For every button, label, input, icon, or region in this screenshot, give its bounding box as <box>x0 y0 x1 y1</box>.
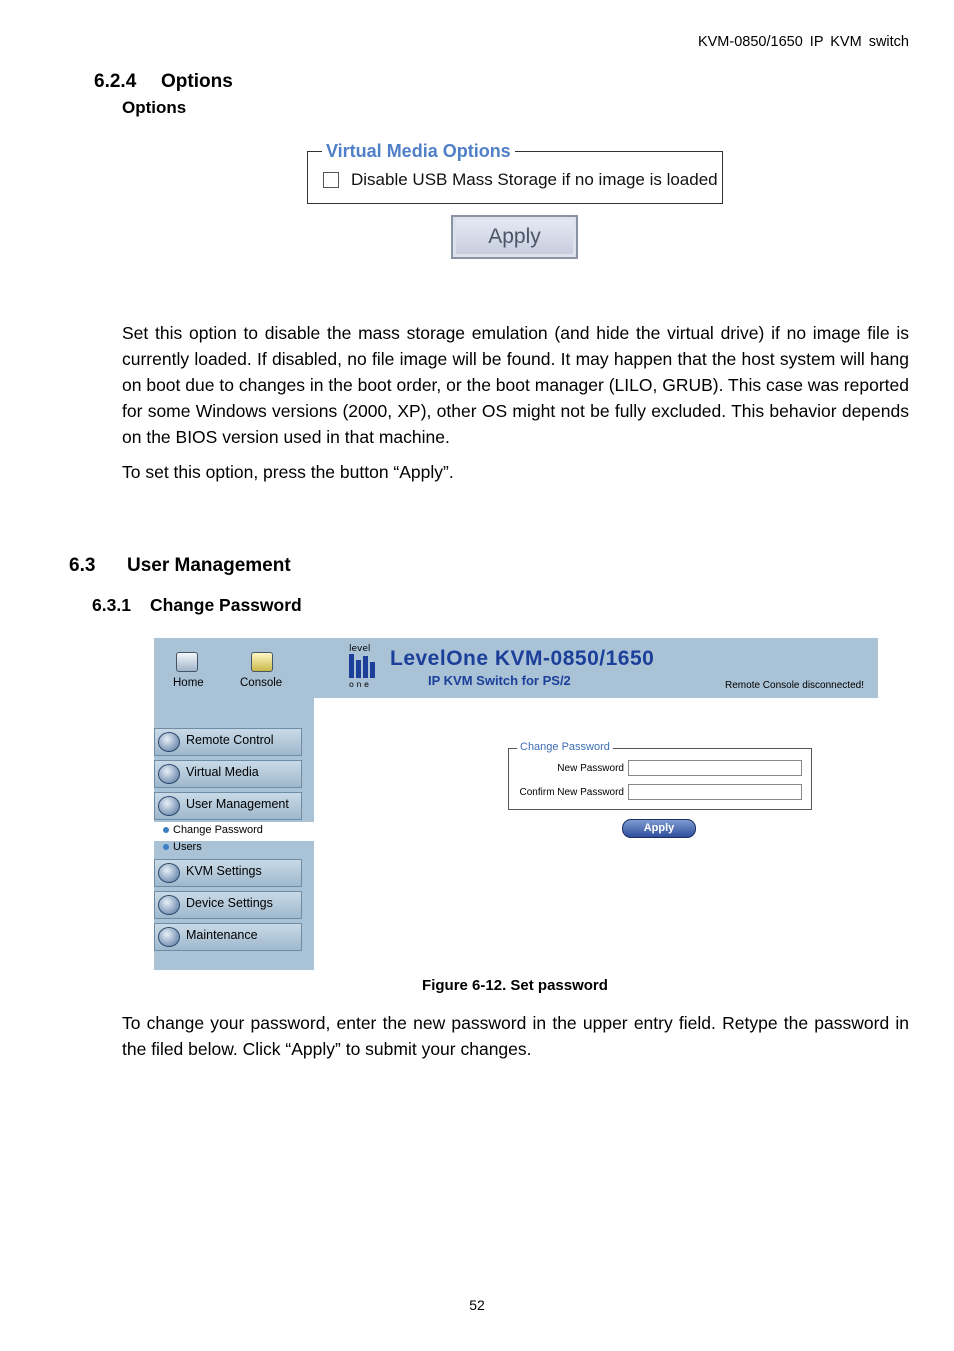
subnav-change-password[interactable] <box>163 824 263 836</box>
section-number: 6.2.4 <box>94 71 137 92</box>
bullet-icon <box>163 844 169 850</box>
page-number: 52 <box>469 1297 485 1313</box>
nav-user-management[interactable] <box>154 792 302 820</box>
section-number: 6.3 <box>69 555 96 576</box>
apply-instruction: To set this option, press the button “Apply”. <box>122 462 454 482</box>
svg-text:level: level <box>349 644 371 654</box>
disable-usb-label[interactable]: Disable USB Mass Storage if no image is loaded <box>351 170 718 189</box>
remote-control-icon <box>158 732 180 752</box>
change-password-legend: Change Password <box>517 741 613 753</box>
section-6-3-heading <box>69 555 291 577</box>
options-description: Set this option to disable the mass storage emulation (and hide the virtual drive) if no image file is currently loaded. If disabled, no file image will be found. It may happen that the host system will hang on boot due to changes in the boot order, or the boot manager (LILO, GRUB). This case was reported for some Windows versions (2000, XP), other OS might not be fully excluded. This behavior depends on the BIOS version used in that machine. <box>122 323 909 447</box>
section-6-3-1-heading <box>92 595 302 616</box>
section-number: 6.3.1 <box>92 595 131 615</box>
brand-title: LevelOne KVM-0850/1650 <box>390 647 655 670</box>
users-icon <box>158 796 180 816</box>
nav-virtual-media[interactable] <box>154 760 302 788</box>
level-one-logo <box>348 642 382 688</box>
nav-label: User Management <box>186 797 289 811</box>
kvm-settings-icon <box>158 863 180 883</box>
options-subtitle: Options <box>122 98 187 117</box>
virtual-media-icon <box>158 764 180 784</box>
change-password-fieldset <box>508 748 812 810</box>
brand-subtitle: IP KVM Switch for PS/2 <box>428 673 571 688</box>
console-icon <box>251 652 273 672</box>
nav-label: Device Settings <box>186 896 273 910</box>
nav-label: KVM Settings <box>186 864 262 878</box>
console-nav[interactable] <box>240 652 283 689</box>
nav-device-settings[interactable] <box>154 891 302 919</box>
panel-curve <box>314 698 394 778</box>
home-nav[interactable] <box>173 652 204 689</box>
apply-button[interactable]: Apply <box>451 215 578 259</box>
svg-text:o n e: o n e <box>349 680 369 688</box>
maintenance-icon <box>158 927 180 947</box>
bullet-icon <box>163 827 169 833</box>
nav-kvm-settings[interactable] <box>154 859 302 887</box>
console-status: Remote Console disconnected! <box>725 680 864 691</box>
change-password-screenshot <box>154 638 878 970</box>
subnav-label: Change Password <box>173 824 263 836</box>
nav-remote-control[interactable] <box>154 728 302 756</box>
figure-caption: Figure 6-12. Set password <box>422 977 608 994</box>
nav-label: Maintenance <box>186 928 258 942</box>
nav-label: Remote Control <box>186 733 274 747</box>
nav-label: Virtual Media <box>186 765 259 779</box>
confirm-password-field[interactable] <box>628 784 802 800</box>
running-header: KVM-0850/1650 IP KVM switch <box>697 34 909 50</box>
apply-password-button[interactable]: Apply <box>622 819 696 838</box>
subnav-label: Users <box>173 841 202 853</box>
home-label: Home <box>173 677 204 689</box>
new-password-label: New Password <box>557 763 624 774</box>
section-title: Options <box>161 71 233 92</box>
home-icon <box>176 652 198 672</box>
nav-maintenance[interactable] <box>154 923 302 951</box>
change-password-instruction: To change your password, enter the new password in the upper entry field. Retype the password in the filed below. Click “Apply” to submit your changes. <box>122 1013 909 1059</box>
virtual-media-options-legend: Virtual Media Options <box>322 141 515 162</box>
console-label: Console <box>240 677 283 689</box>
disable-usb-checkbox[interactable] <box>323 172 339 188</box>
confirm-password-label: Confirm New Password <box>519 787 624 798</box>
section-title: Change Password <box>150 595 302 615</box>
section-title: User Management <box>127 555 291 576</box>
subnav-users[interactable] <box>163 841 202 853</box>
gear-icon <box>158 895 180 915</box>
new-password-field[interactable] <box>628 760 802 776</box>
section-6-2-4-heading <box>94 71 233 93</box>
